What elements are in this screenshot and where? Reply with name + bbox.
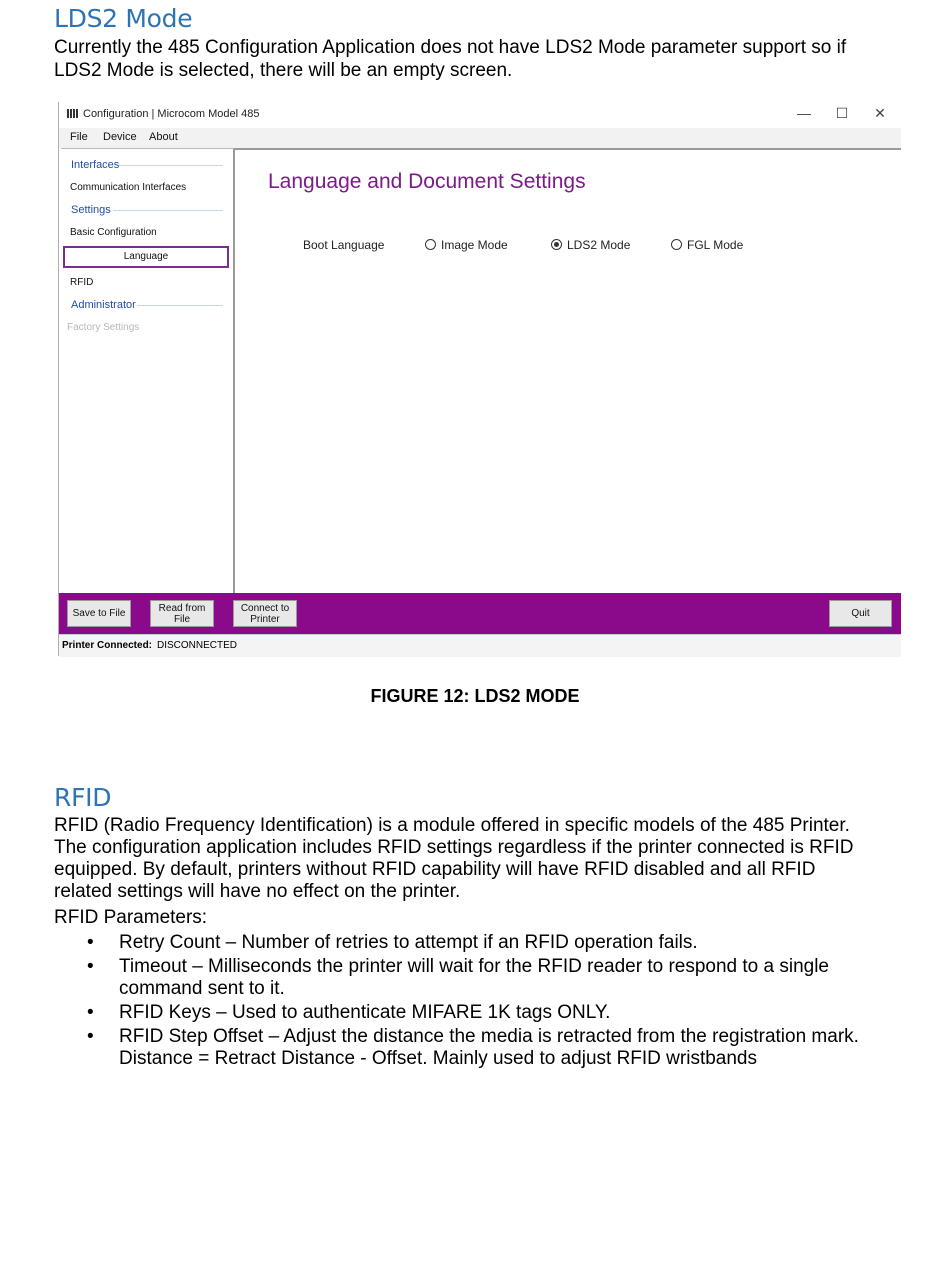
divider: [119, 165, 223, 166]
sidebar-item-language[interactable]: Language: [63, 246, 229, 268]
panel-title: Language and Document Settings: [268, 170, 586, 193]
sidebar-item-factory-settings: Factory Settings: [67, 322, 140, 333]
bullet-text: Timeout – Milliseconds the printer will wait for the RFID reader to respond to a single: [119, 956, 829, 977]
bullet-icon: •: [87, 932, 94, 953]
bullet-text: Retry Count – Number of retries to attempt if an RFID operation fails.: [119, 932, 698, 953]
section-heading-rfid: RFID: [54, 783, 112, 812]
sidebar-item-basic-configuration[interactable]: Basic Configuration: [70, 227, 157, 238]
status-bar: [59, 634, 901, 657]
bullet-icon: •: [87, 1026, 94, 1047]
save-to-file-button[interactable]: Save to File: [67, 600, 131, 627]
app-window-screenshot: [58, 102, 901, 656]
list-item: [54, 956, 934, 1000]
radio-label: Image Mode: [441, 238, 508, 252]
status-value: DISCONNECTED: [157, 640, 238, 651]
radio-unchecked-icon: [671, 239, 682, 250]
bullet-icon: •: [87, 956, 94, 977]
status-label: Printer Connected:: [62, 640, 153, 651]
sidebar: [61, 148, 235, 594]
minimize-icon[interactable]: —: [797, 105, 811, 121]
radio-label: FGL Mode: [687, 238, 744, 252]
section-heading-lds2: LDS2 Mode: [54, 4, 193, 33]
rfid-params-list: [54, 932, 934, 1072]
rfid-line: The configuration application includes RFID settings regardless if the printer connected is RFID: [54, 837, 854, 858]
sidebar-header-administrator: Administrator: [71, 299, 136, 311]
divider: [113, 210, 223, 211]
close-icon[interactable]: ✕: [874, 105, 886, 121]
main-panel: [235, 148, 901, 595]
radio-image-mode[interactable]: [425, 238, 508, 252]
window-title: Configuration | Microcom Model 485: [83, 108, 260, 120]
menu-bar: [59, 128, 901, 148]
menu-about[interactable]: About: [149, 131, 178, 143]
maximize-icon[interactable]: ☐: [835, 105, 849, 121]
rfid-line: RFID (Radio Frequency Identification) is a module offered in specific models of the 485 Printer.: [54, 815, 850, 836]
boot-language-label: Boot Language: [303, 238, 385, 252]
radio-label: LDS2 Mode: [567, 238, 631, 252]
connect-to-printer-button[interactable]: Connect to Printer: [233, 600, 297, 627]
footer-toolbar: [59, 593, 901, 634]
figure-caption: FIGURE 12: LDS2 MODE: [370, 686, 580, 706]
intro-line-1: Currently the 485 Configuration Application does not have LDS2 Mode parameter support so if: [54, 37, 847, 58]
bullet-text: Distance = Retract Distance - Offset. Mainly used to adjust RFID wristbands: [119, 1048, 757, 1069]
rfid-line: equipped. By default, printers without RFID capability will have RFID disabled and all RFID: [54, 859, 816, 880]
intro-line-2: LDS2 Mode is selected, there will be an empty screen.: [54, 60, 513, 81]
title-bar: [59, 102, 901, 128]
sidebar-item-rfid[interactable]: RFID: [70, 277, 94, 288]
sidebar-header-interfaces: Interfaces: [71, 159, 120, 171]
rfid-params-label: RFID Parameters:: [54, 907, 208, 928]
rfid-line: related settings will have no effect on the printer.: [54, 881, 461, 902]
menu-file[interactable]: File: [70, 131, 88, 143]
list-item: [54, 1002, 934, 1024]
rfid-paragraph: [54, 815, 934, 903]
bullet-text: RFID Keys – Used to authenticate MIFARE 1K tags ONLY.: [119, 1002, 611, 1023]
list-item: [54, 1026, 934, 1070]
sidebar-item-communication-interfaces[interactable]: Communication Interfaces: [70, 182, 187, 193]
app-logo-icon: [67, 109, 79, 119]
bullet-text: command sent to it.: [119, 978, 285, 999]
bullet-icon: •: [87, 1002, 94, 1023]
radio-fgl-mode[interactable]: [671, 238, 743, 252]
radio-unchecked-icon: [425, 239, 436, 250]
sidebar-header-settings: Settings: [71, 204, 111, 216]
bullet-text: RFID Step Offset – Adjust the distance the media is retracted from the registration mark.: [119, 1026, 859, 1047]
radio-checked-icon: [551, 239, 562, 250]
divider: [137, 305, 223, 306]
radio-lds2-mode[interactable]: [551, 238, 630, 252]
read-from-file-button[interactable]: Read from File: [150, 600, 214, 627]
menu-device[interactable]: Device: [103, 131, 137, 143]
list-item: [54, 932, 934, 954]
quit-button[interactable]: Quit: [829, 600, 892, 627]
